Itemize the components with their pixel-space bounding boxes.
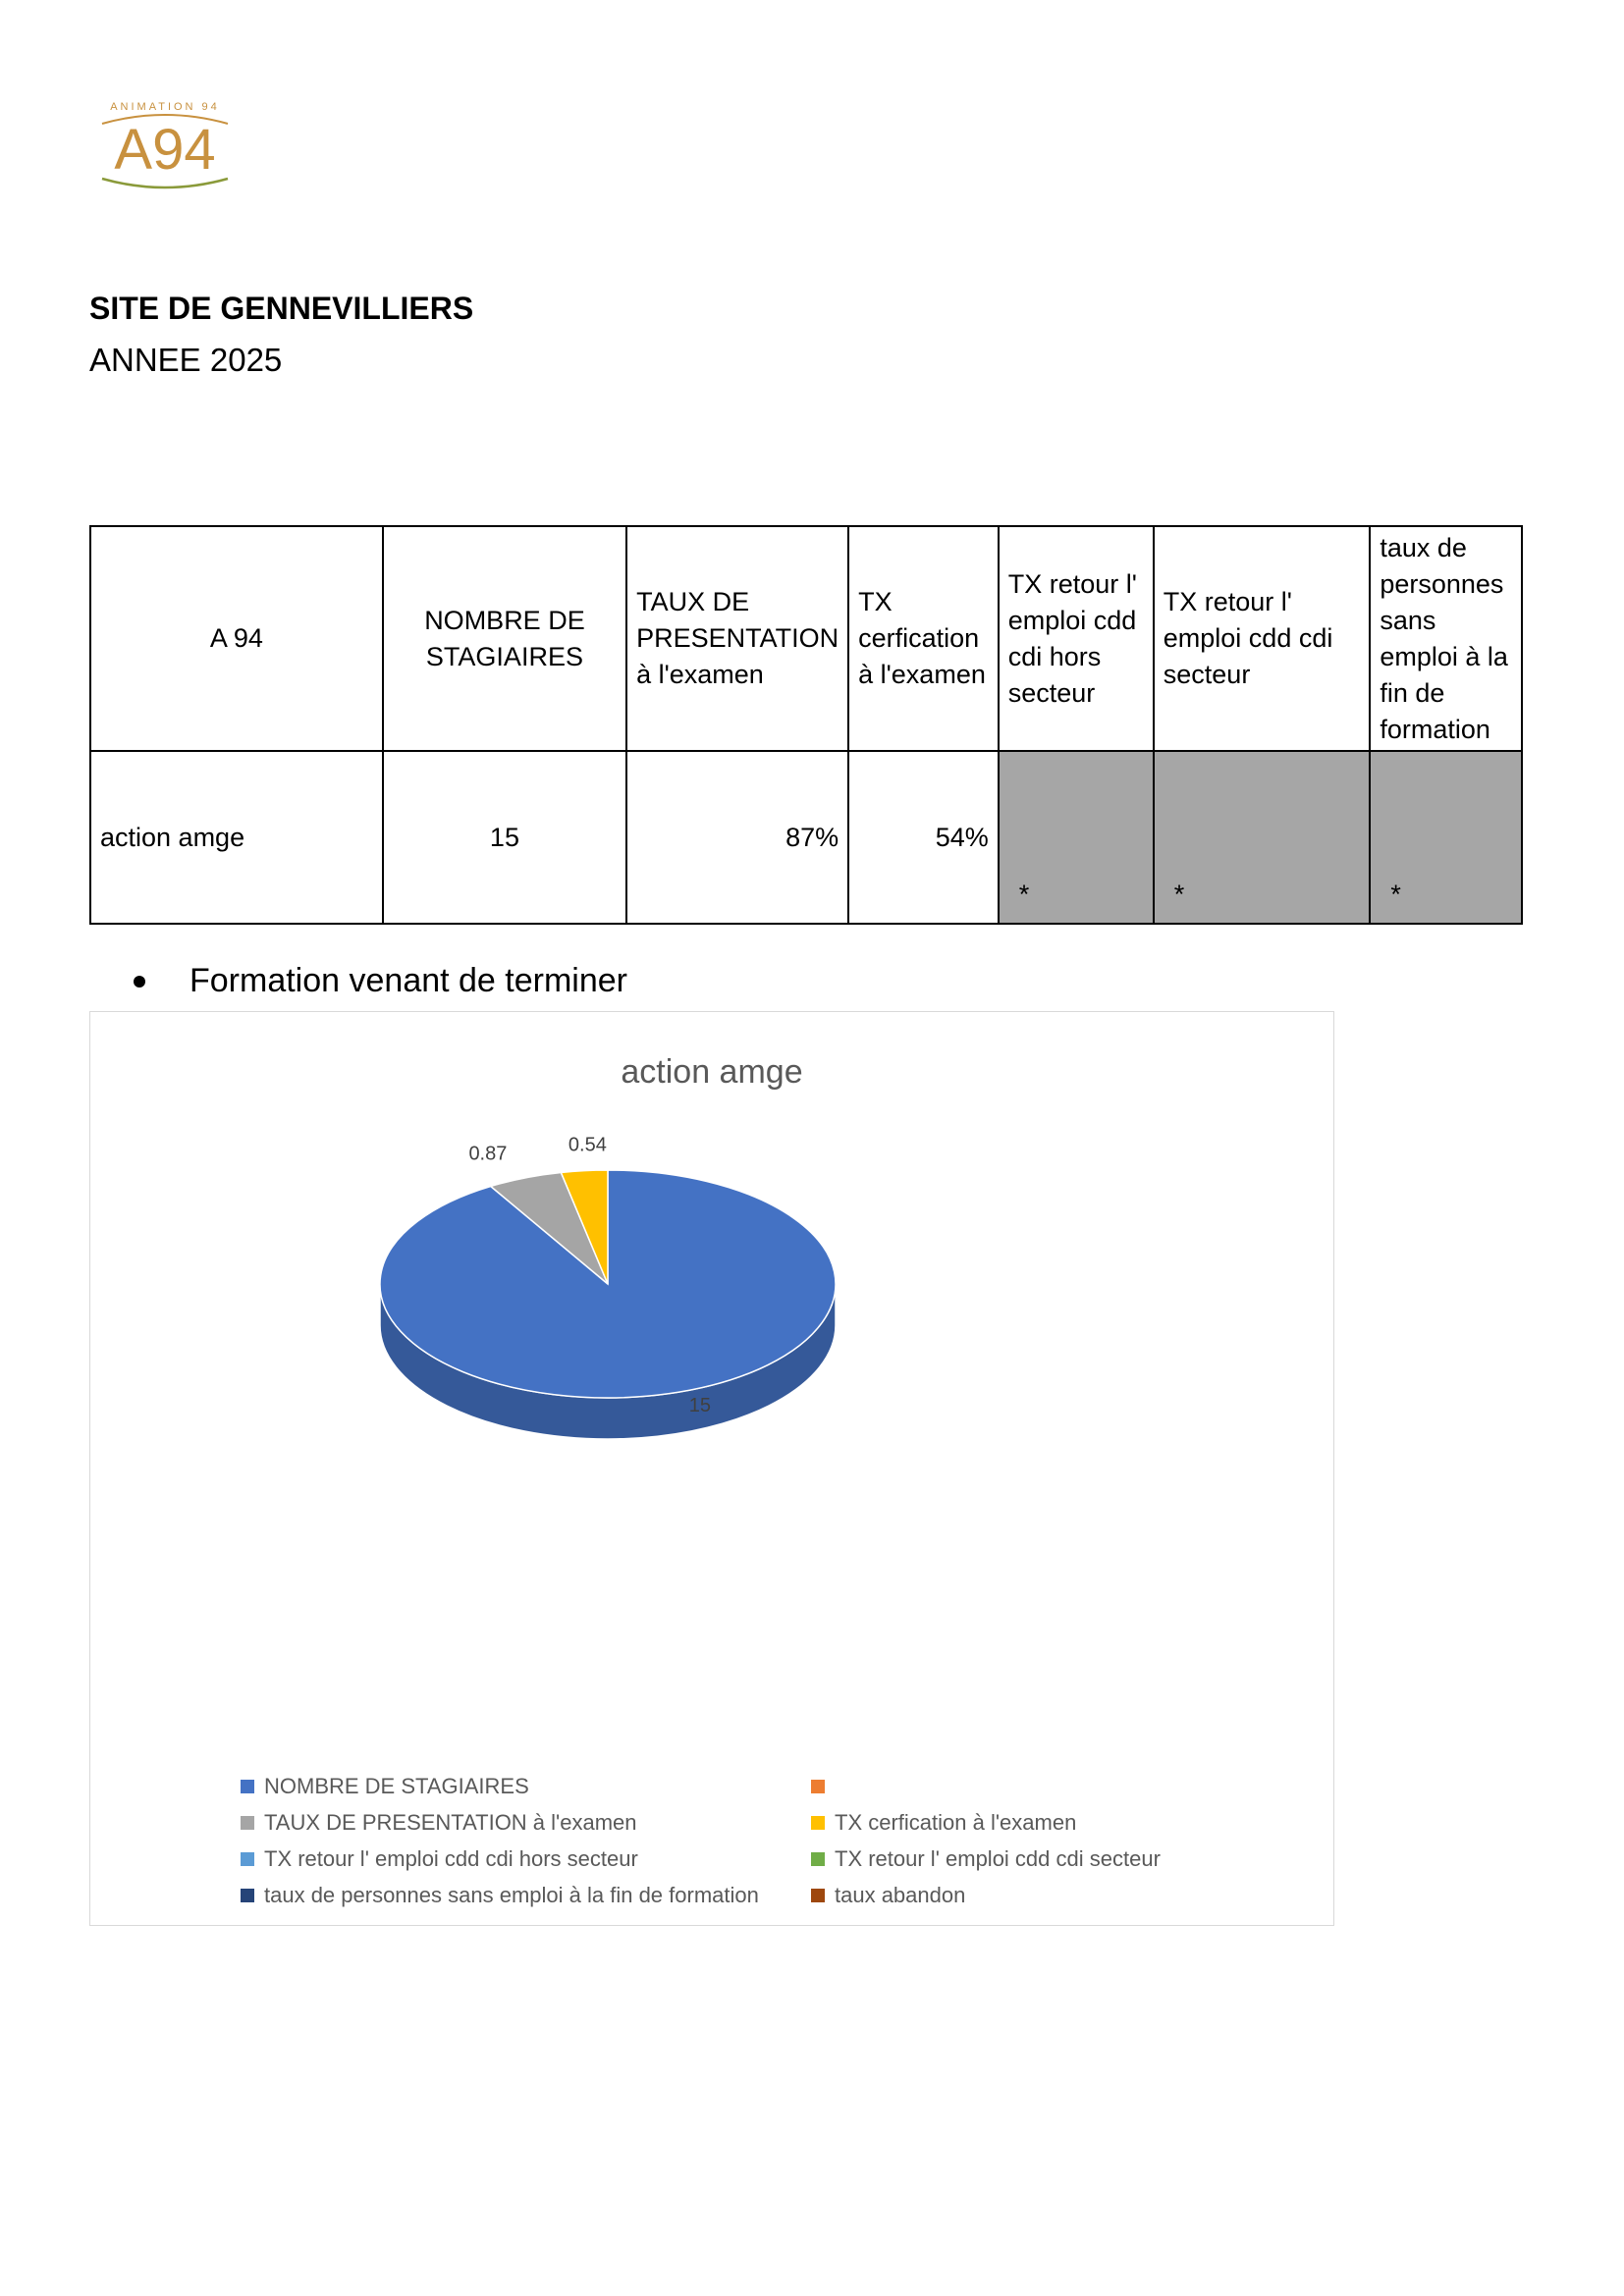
- header-cell-certification: TX cerfication à l'examen: [848, 526, 999, 751]
- pie-chart: [89, 1011, 1334, 1926]
- header-cell-sans-emploi: taux de personnes sans emploi à la fin de formation: [1370, 526, 1522, 751]
- legend-item: [241, 1809, 811, 1837]
- row-cell-emploi-hors-secteur: *: [999, 751, 1154, 924]
- legend-swatch-icon: [241, 1852, 254, 1866]
- legend-item: [241, 1845, 811, 1873]
- legend-swatch-icon: [811, 1852, 825, 1866]
- legend-swatch-icon: [811, 1780, 825, 1793]
- header-cell-emploi-hors-secteur: TX retour l' emploi cdd cdi hors secteur: [999, 526, 1154, 751]
- legend-label: TX retour l' emploi cdd cdi hors secteur: [264, 1846, 638, 1871]
- pie-chart-svg: [90, 1012, 1335, 1758]
- a94-logo: [96, 98, 234, 196]
- row-cell-presentation: 87%: [626, 751, 848, 924]
- legend-swatch-icon: [241, 1780, 254, 1793]
- logo-main-text: A94: [114, 118, 216, 182]
- header-cell-emploi-secteur: TX retour l' emploi cdd cdi secteur: [1154, 526, 1371, 751]
- header-cell-stagiaires: NOMBRE DE STAGIAIRES: [383, 526, 626, 751]
- year-label: ANNEE 2025: [89, 342, 283, 378]
- pie-data-label-3: 0.54: [568, 1134, 607, 1156]
- header-cell-presentation: TAUX DE PRESENTATION à l'examen: [626, 526, 848, 751]
- legend-item: [811, 1773, 1223, 1800]
- pie-data-label-0: 15: [688, 1394, 711, 1416]
- bullet-text: Formation venant de terminer: [189, 962, 627, 999]
- bullet-item: [134, 962, 627, 1000]
- pie-data-label-2: 0.87: [468, 1143, 508, 1165]
- legend-item: [241, 1882, 811, 1909]
- logo-top-text: ANIMATION 94: [110, 101, 220, 113]
- legend-swatch-icon: [241, 1816, 254, 1830]
- bullet-dot-icon: [134, 976, 145, 988]
- row-cell-stagiaires: 15: [383, 751, 626, 924]
- legend-item: [811, 1845, 1223, 1873]
- header-cell-a94: A 94: [90, 526, 383, 751]
- row-cell-sans-emploi: *: [1370, 751, 1522, 924]
- legend-label: taux de personnes sans emploi à la fin de formation: [264, 1883, 759, 1907]
- legend-swatch-icon: [241, 1889, 254, 1902]
- legend-item: [811, 1882, 1223, 1909]
- stats-table: [89, 525, 1523, 925]
- legend-label: TAUX DE PRESENTATION à l'examen: [264, 1810, 637, 1835]
- table-header-row: [90, 526, 1522, 751]
- legend-swatch-icon: [811, 1889, 825, 1902]
- row-cell-action: action amge: [90, 751, 383, 924]
- site-title: SITE DE GENNEVILLIERS: [89, 291, 474, 326]
- legend-item: [811, 1809, 1223, 1837]
- legend-label: TX cerfication à l'examen: [835, 1810, 1077, 1835]
- chart-legend: [241, 1773, 1222, 1909]
- legend-label: NOMBRE DE STAGIAIRES: [264, 1774, 529, 1798]
- legend-swatch-icon: [811, 1816, 825, 1830]
- row-cell-emploi-secteur: *: [1154, 751, 1371, 924]
- row-cell-certification: 54%: [848, 751, 999, 924]
- table-row: [90, 751, 1522, 924]
- chart-title: action amge: [621, 1053, 803, 1091]
- legend-item: [241, 1773, 811, 1800]
- legend-label: TX retour l' emploi cdd cdi secteur: [835, 1846, 1161, 1871]
- legend-label: taux abandon: [835, 1883, 966, 1907]
